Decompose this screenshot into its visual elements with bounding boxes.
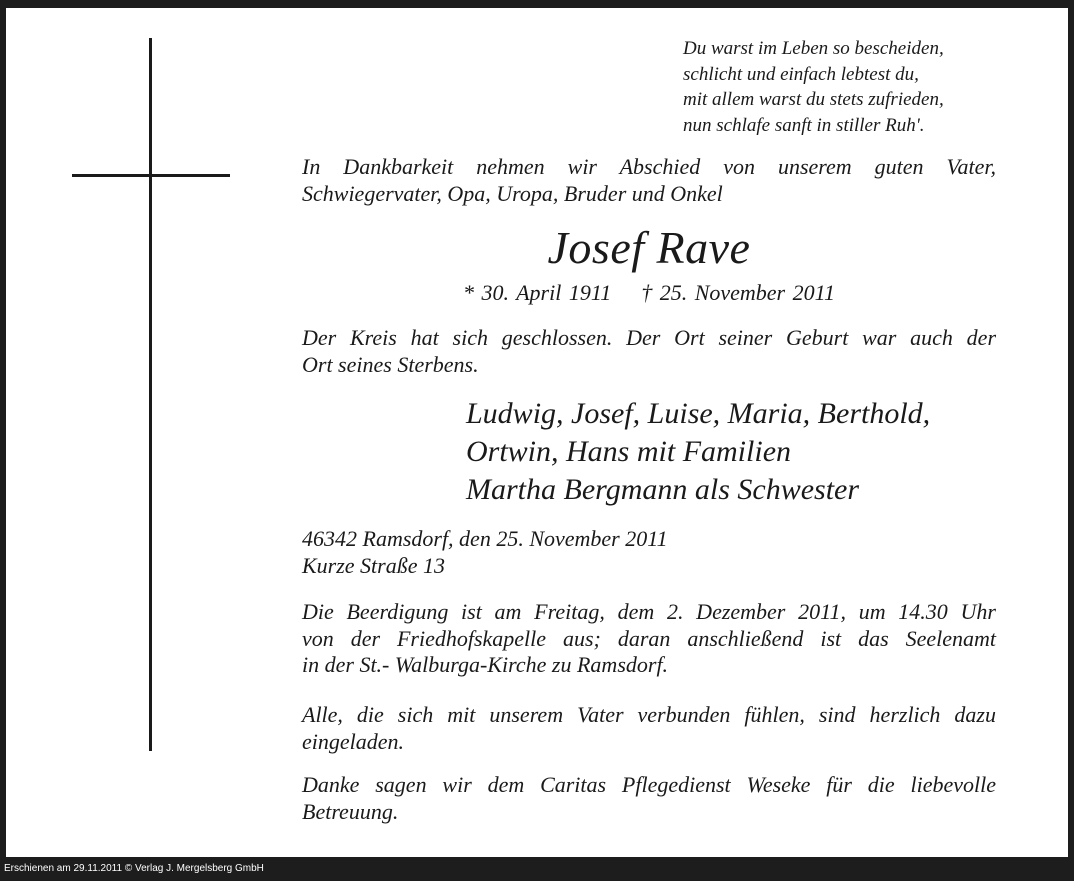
- poem: [683, 36, 1043, 138]
- intro-line: In Dankbarkeit nehmen wir Abschied von unserem guten Vater,: [302, 154, 996, 179]
- obituary-notice: [6, 8, 1068, 857]
- funeral-line: in der St.- Walburga-Kirche zu Ramsdorf.: [302, 652, 669, 677]
- cross-icon-bar: [72, 174, 230, 177]
- circle-line: Der Kreis hat sich geschlossen. Der Ort seiner Geburt war auch der: [302, 325, 996, 350]
- deceased-name: Josef Rave: [547, 222, 751, 273]
- thanks-line: Betreuung.: [302, 798, 399, 824]
- thanks-line: Danke sagen wir dem Caritas Pflegedienst Weseke für die liebevolle: [302, 772, 996, 797]
- poem-line: mit allem warst du stets zufrieden,: [683, 89, 944, 110]
- poem-line: nun schlafe sanft in stiller Ruh'.: [683, 114, 925, 136]
- circle-paragraph: [302, 325, 996, 378]
- invitation-line: eingeladen.: [302, 728, 405, 754]
- mourners-line: Ortwin, Hans mit Familien: [466, 435, 792, 468]
- cross-icon: [149, 38, 152, 751]
- invitation-line: Alle, die sich mit unserem Vater verbunden fühlen, sind herzlich dazu: [302, 702, 996, 727]
- thanks-paragraph: [302, 772, 996, 825]
- funeral-line: von der Friedhofskapelle aus; daran anschließend ist das Seelenamt: [302, 625, 996, 651]
- invitation-paragraph: [302, 702, 996, 755]
- death-date: † 25. November 2011: [641, 280, 835, 305]
- funeral-paragraph: [302, 599, 996, 679]
- mourners-line: Ludwig, Josef, Luise, Maria, Berthold,: [466, 397, 931, 430]
- intro-paragraph: [302, 154, 996, 207]
- address-line: 46342 Ramsdorf, den 25. November 2011: [302, 526, 668, 551]
- address: [302, 526, 996, 579]
- circle-line: Ort seines Sterbens.: [302, 351, 479, 377]
- mourners-line: Martha Bergmann als Schwester: [466, 473, 860, 506]
- birth-date: * 30. April 1911: [463, 280, 612, 305]
- funeral-line: Die Beerdigung ist am Freitag, dem 2. Dezember 2011, um 14.30 Uhr: [302, 599, 996, 624]
- life-dates: [302, 279, 996, 307]
- poem-line: Du warst im Leben so bescheiden,: [683, 38, 944, 59]
- mourners: [466, 395, 1006, 509]
- poem-line: schlicht und einfach lebtest du,: [683, 63, 919, 85]
- intro-line: Schwiegervater, Opa, Uropa, Bruder und Onkel: [302, 180, 723, 206]
- address-line: Kurze Straße 13: [302, 552, 445, 578]
- publication-footer: Erschienen am 29.11.2011 © Verlag J. Mergelsberg GmbH: [4, 863, 264, 874]
